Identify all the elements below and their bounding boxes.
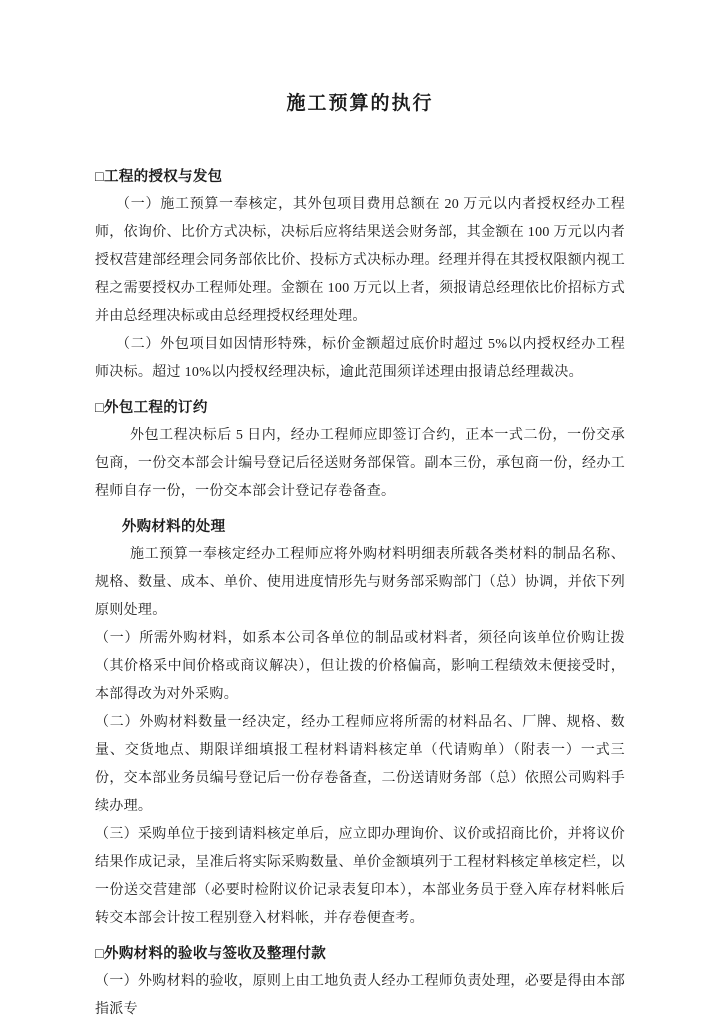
section-project-authorization [95, 163, 625, 387]
paragraph-acceptance-item-1: （一）外购材料的验收，原则上由工地负责人经办工程师负责处理，必要是得由本部指派专 [95, 974, 625, 1017]
section-heading-outsourcing-contract: □外包工程的订约 [95, 400, 208, 416]
paragraph-materials-intro: 施工预算一奉核定经办工程师应将外购材料明细表所载各类材料的制品名称、规格、数量、成本、单价、使用进度情形先与财务部采购部门（总）协调，并依下列原则处理。 [95, 547, 625, 618]
paragraph-materials-item-2: （二）外购材料数量一经决定，经办工程师应将所需的材料品名、厂牌、规格、数量、交货地点、期限详细填报工程材料请料核定单（代请购单）（附表一）一式三份，交本部业务员编号登记后一份存卷备查，二份送请财务部（总）依照公司购料手续办理。 [95, 715, 625, 814]
paragraph-materials-item-1: （一）所需外购材料，如系本公司各单位的制品或材料者，须径向该单位价购让拨（其价格采中间价格或商议解决），但让拨的价格偏高，影响工程绩效未便接受时，本部得改为对外采购。 [95, 631, 625, 702]
paragraph-authorization-item-2: （二）外包项目如因情形特殊，标价金额超过底价时超过 5%以内授权经办工程师决标。超过 10%以内授权经理决标，逾此范围须详述理由报请总经理裁决。 [95, 337, 625, 380]
section-heading-project-authorization: □工程的授权与发包 [95, 169, 223, 185]
section-materials-acceptance-payment [95, 940, 625, 1017]
section-purchased-materials-handling [95, 513, 625, 933]
paragraph-authorization-item-1: （一）施工预算一奉核定，其外包项目费用总额在 20 万元以内者授权经办工程师，依询价、比价方式决标，决标后应将结果送会财务部，其金额在 100 万元以内者授权营建部经理会同务部依比价、投标方式决标办理。经理并得在其授权限额内视工程之需要授权办工程师处理。金额在 100 万元以上者，须报请总经理依比价招标方式并由总经理决标或由总经理授权经理处理。 [95, 197, 625, 324]
paragraph-contract-signing: 外包工程决标后 5 日内，经办工程师应即签订合约，正本一式二份，一份交承包商，一份交本部会计编号登记后径送财务部保管。副本三份，承包商一份，经办工程师自存一份，一份交本部会计登记存卷备查。 [95, 428, 625, 499]
paragraph-materials-item-3: （三）采购单位于接到请料核定单后，应立即办理询价、议价或招商比价，并将议价结果作成记录，呈准后将实际采购数量、单价金额填列于工程材料核定单核定栏，以一份送交营建部（必要时检附议价记录表复印本），本部业务员于登入库存材料帐后转交本部会计按工程别登入材料帐，并存卷便查考。 [95, 827, 625, 926]
document-title: 施工预算的执行 [286, 93, 434, 114]
section-heading-purchased-materials-handling: 外购材料的处理 [121, 519, 226, 535]
section-heading-materials-acceptance-payment: □外购材料的验收与签收及整理付款 [95, 946, 327, 962]
section-outsourcing-contract [95, 394, 625, 506]
